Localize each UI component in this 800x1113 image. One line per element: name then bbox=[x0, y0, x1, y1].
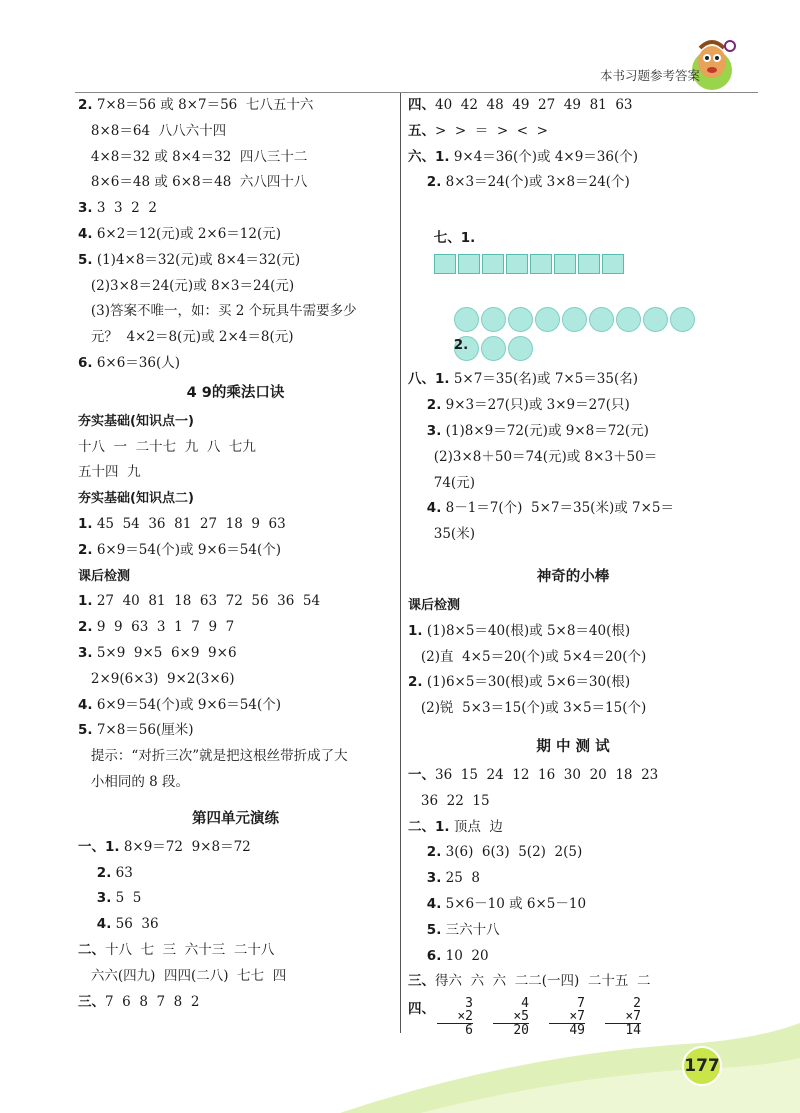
answer-line bbox=[78, 196, 393, 222]
question-number: 4. bbox=[78, 225, 93, 242]
answer-line bbox=[408, 393, 738, 419]
answer-line: 七、1. bbox=[408, 200, 738, 303]
answer-text: 得六 六 六 二二(一四) 二十五 二 bbox=[435, 973, 651, 990]
answer-text: 36 15 24 12 16 30 20 18 23 bbox=[435, 766, 659, 783]
question-number: 4. bbox=[408, 895, 442, 912]
question-number: 二、 bbox=[78, 941, 105, 958]
question-number: 1. bbox=[78, 515, 93, 532]
answer-text: 36 22 15 bbox=[408, 792, 490, 809]
answer-text: 提示：“对折三次”就是把这根丝带折成了大 bbox=[78, 748, 348, 765]
answer-line bbox=[78, 693, 393, 719]
answer-line: 十八 一 二十七 九 八 七九 bbox=[78, 438, 256, 455]
answer-text: 6×2＝12(元)或 2×6＝12(元) bbox=[92, 225, 282, 242]
answer-line bbox=[408, 763, 738, 789]
mult-mid: ×7 bbox=[605, 1010, 641, 1024]
answer-line bbox=[408, 645, 738, 671]
answer-text: (1)8×9＝72(元)或 9×8＝72(元) bbox=[441, 422, 649, 439]
answer-line bbox=[408, 93, 738, 119]
mult-mid: ×5 bbox=[493, 1010, 529, 1024]
subsection-title: 课后检测 bbox=[78, 568, 131, 584]
answer-line bbox=[78, 538, 393, 564]
answer-line bbox=[78, 641, 393, 667]
subsection-title: 夯实基础(知识点一) bbox=[78, 413, 194, 429]
question-number: 1. bbox=[78, 593, 93, 610]
answer-line: 2. bbox=[453, 337, 469, 354]
question-number: 三、 bbox=[408, 973, 435, 990]
answer-line bbox=[78, 222, 393, 248]
answer-text: (3)答案不唯一，如：买 2 个玩具牛需要多少 bbox=[78, 303, 357, 320]
question-number: 3. bbox=[408, 422, 442, 439]
answer-text: 25 8 bbox=[441, 870, 480, 887]
question-number: 2. bbox=[78, 619, 93, 636]
header-label: 本书习题参考答案 bbox=[599, 68, 700, 83]
answer-text: 7×8＝56(厘米) bbox=[92, 722, 194, 739]
question-number: 2. bbox=[408, 174, 442, 191]
mult-top: 2 bbox=[633, 996, 641, 1012]
answer-text: 5 5 bbox=[111, 890, 142, 907]
answer-text: 元？ 4×2＝8(元)或 2×4＝8(元) bbox=[78, 329, 294, 346]
mult-mid: ×7 bbox=[549, 1010, 585, 1024]
answer-line bbox=[408, 367, 738, 393]
answer-line bbox=[78, 744, 393, 770]
answer-text: (1)4×8＝32(元)或 8×4＝32(元) bbox=[92, 251, 301, 268]
answer-line bbox=[408, 840, 738, 866]
question-number: 一、1. bbox=[78, 838, 120, 855]
circle-shape bbox=[508, 336, 533, 361]
answer-text: 8×6＝48 或 6×8＝48 六八四十八 bbox=[78, 174, 308, 191]
answer-line bbox=[408, 866, 738, 892]
square-shape bbox=[578, 254, 600, 274]
footer-wave bbox=[0, 983, 800, 1113]
question-number: 6. bbox=[78, 354, 93, 371]
answer-line bbox=[78, 615, 393, 641]
section-title: 4 9的乘法口诀 bbox=[186, 384, 285, 401]
answer-text: (1)6×5＝30(根)或 5×6＝30(根) bbox=[422, 674, 631, 691]
question-number: 2. bbox=[78, 97, 93, 113]
answer-text: 56 36 bbox=[111, 916, 159, 933]
answer-text: 十八 七 三 六十三 二十八 bbox=[105, 941, 275, 958]
question-number: 4. bbox=[408, 500, 442, 517]
answer-text: 5×9 9×5 6×9 9×6 bbox=[92, 644, 237, 661]
answer-line bbox=[408, 619, 738, 645]
answer-line bbox=[78, 248, 393, 274]
question-number: 3. bbox=[78, 200, 93, 217]
answer-line bbox=[78, 938, 393, 964]
square-shape bbox=[506, 254, 528, 274]
answer-text: 9×3＝27(只)或 3×9＝27(只) bbox=[441, 397, 630, 414]
answer-line bbox=[408, 789, 738, 815]
question-number: 二、1. bbox=[408, 818, 450, 835]
answer-line bbox=[78, 274, 393, 300]
answer-line bbox=[408, 918, 738, 944]
answer-line bbox=[78, 835, 393, 861]
answer-text: 9 9 63 3 1 7 9 7 bbox=[92, 619, 235, 636]
question-number: 六、1. bbox=[408, 148, 450, 165]
answer-text: 6×9＝54(个)或 9×6＝54(个) bbox=[92, 541, 282, 558]
squares-figure bbox=[434, 254, 626, 274]
answer-text: 27 40 81 18 63 72 56 36 54 bbox=[92, 593, 321, 610]
circle-shape bbox=[481, 336, 506, 361]
answer-text: 6×9＝54(个)或 9×6＝54(个) bbox=[92, 696, 282, 713]
answer-line bbox=[408, 419, 738, 445]
mult-res: 49 bbox=[569, 1023, 585, 1039]
answer-line bbox=[408, 145, 738, 171]
answer-line bbox=[78, 93, 393, 119]
question-number: 四、 bbox=[408, 97, 435, 113]
answer-line: 五十四 九 bbox=[78, 464, 141, 481]
answer-text: (2)3×8＋50＝74(元)或 8×3＋50＝ bbox=[408, 448, 658, 465]
answer-text: 8×9＝72 9×8＝72 bbox=[119, 838, 251, 855]
square-shape bbox=[434, 254, 456, 274]
square-shape bbox=[458, 254, 480, 274]
answer-line bbox=[78, 770, 393, 796]
answer-text: 六六(四九) 四四(二八) 七七 四 bbox=[78, 967, 287, 984]
answer-line bbox=[78, 170, 393, 196]
question-number: 一、 bbox=[408, 766, 435, 783]
question-number: 5. bbox=[78, 251, 93, 268]
answer-text: 40 42 48 49 27 49 81 63 bbox=[435, 97, 633, 113]
question-number: 5. bbox=[408, 921, 442, 938]
answer-line bbox=[408, 522, 738, 548]
answer-text: 小相同的 8 段。 bbox=[78, 773, 190, 790]
answer-text: 7×8＝56 或 8×7＝56 七八五十六 bbox=[92, 97, 314, 113]
mult-res: 6 bbox=[465, 1023, 473, 1039]
answer-line bbox=[78, 299, 393, 325]
answer-line bbox=[408, 815, 738, 841]
mult-top: 3 bbox=[465, 996, 473, 1012]
section-title: 神奇的小棒 bbox=[536, 568, 610, 585]
answer-line bbox=[408, 471, 738, 497]
answer-line bbox=[78, 512, 393, 538]
question-number: 2. bbox=[408, 397, 442, 414]
answer-text: 6×6＝36(人) bbox=[92, 354, 181, 371]
answer-text: 63 bbox=[111, 864, 133, 881]
answer-line bbox=[78, 589, 393, 615]
answer-line bbox=[408, 496, 738, 522]
subsection-title: 夯实基础(知识点二) bbox=[78, 491, 194, 507]
answer-text: 8－1＝7(个) 5×7＝35(米)或 7×5＝ bbox=[441, 500, 674, 517]
answer-text: 3 3 2 2 bbox=[92, 200, 157, 217]
left-column bbox=[78, 93, 393, 1015]
question-number: 6. bbox=[408, 947, 442, 964]
mult-top: 4 bbox=[521, 996, 529, 1012]
answer-text: > > ＝ > < > bbox=[435, 122, 548, 139]
square-shape bbox=[482, 254, 504, 274]
mult-res: 14 bbox=[625, 1023, 641, 1039]
question-number: 4. bbox=[78, 696, 93, 713]
question-number: 五、 bbox=[408, 122, 435, 139]
answer-text: 5×7＝35(名)或 7×5＝35(名) bbox=[449, 371, 639, 388]
answer-line bbox=[408, 892, 738, 918]
answer-line bbox=[78, 119, 393, 145]
answer-line bbox=[408, 696, 738, 722]
question-number: 5. bbox=[78, 722, 93, 739]
answer-line bbox=[78, 325, 393, 351]
subsection-title: 课后检测 bbox=[408, 597, 461, 613]
answer-line bbox=[78, 861, 393, 887]
answer-text: 5×6－10 或 6×5－10 bbox=[441, 895, 587, 912]
right-column bbox=[408, 93, 738, 1037]
answer-text: 8×3＝24(个)或 3×8＝24(个) bbox=[441, 174, 630, 191]
multiplication-answers: 四、 3 ×2 6 4 ×5 20 7 ×7 49 2 ×7 14 bbox=[408, 996, 641, 1039]
circles-figure bbox=[454, 336, 738, 361]
column-divider bbox=[400, 93, 401, 1033]
answer-line bbox=[408, 170, 738, 196]
mult-mid: ×2 bbox=[437, 1010, 473, 1024]
square-shape bbox=[602, 254, 624, 274]
mascot-icon bbox=[682, 34, 742, 94]
question-number: 八、1. bbox=[408, 371, 450, 388]
answer-line bbox=[78, 145, 393, 171]
section-title: 第四单元演练 bbox=[192, 810, 279, 827]
answer-line bbox=[408, 445, 738, 471]
answer-line bbox=[78, 667, 393, 693]
section-title: 期 中 测 试 bbox=[536, 738, 610, 755]
answer-text: 9×4＝36(个)或 4×9＝36(个) bbox=[449, 148, 639, 165]
question-number: 三、 bbox=[78, 993, 105, 1010]
answer-text: (1)8×5＝40(根)或 5×8＝40(根) bbox=[422, 622, 631, 639]
question-number: 2. bbox=[78, 864, 112, 881]
square-shape bbox=[530, 254, 552, 274]
answer-text: (2)3×8＝24(元)或 8×3＝24(元) bbox=[78, 277, 295, 294]
answer-text: 8×8＝64 八八六十四 bbox=[78, 122, 227, 139]
answer-line bbox=[78, 912, 393, 938]
question-number: 3. bbox=[408, 870, 442, 887]
question-number: 1. bbox=[408, 622, 423, 639]
answer-text: (2)直 4×5＝20(个)或 5×4＝20(个) bbox=[408, 648, 647, 665]
answer-text: 3(6) 6(3) 5(2) 2(5) bbox=[441, 844, 583, 861]
answer-text: (2)锐 5×3＝15(个)或 3×5＝15(个) bbox=[408, 700, 647, 717]
answer-text: 10 20 bbox=[441, 947, 489, 964]
answer-text: 4×8＝32 或 8×4＝32 四八三十二 bbox=[78, 148, 308, 165]
answer-text: 74(元) bbox=[408, 474, 475, 491]
answer-line bbox=[408, 119, 738, 145]
question-number: 2. bbox=[408, 674, 423, 691]
answer-line bbox=[78, 886, 393, 912]
question-number: 3. bbox=[78, 890, 112, 907]
question-number: 2. bbox=[408, 844, 442, 861]
mult-res: 20 bbox=[513, 1023, 529, 1039]
answer-text: 45 54 36 81 27 18 9 63 bbox=[92, 515, 286, 532]
answer-line bbox=[408, 670, 738, 696]
answer-line bbox=[78, 718, 393, 744]
square-shape bbox=[554, 254, 576, 274]
question-number: 4. bbox=[78, 916, 112, 933]
question-number: 3. bbox=[78, 644, 93, 661]
answer-line bbox=[78, 351, 393, 377]
answer-text: 7 6 8 7 8 2 bbox=[105, 993, 200, 1010]
answer-text: 顶点 边 bbox=[449, 818, 503, 835]
answer-text: 35(米) bbox=[408, 526, 475, 543]
answer-text: 2×9(6×3) 9×2(3×6) bbox=[78, 670, 235, 687]
page-number: 177 bbox=[682, 1046, 722, 1086]
answer-line bbox=[408, 944, 738, 970]
answer-text: 三六十八 bbox=[441, 921, 500, 938]
mult-top: 7 bbox=[577, 996, 585, 1012]
question-number: 2. bbox=[78, 541, 93, 558]
